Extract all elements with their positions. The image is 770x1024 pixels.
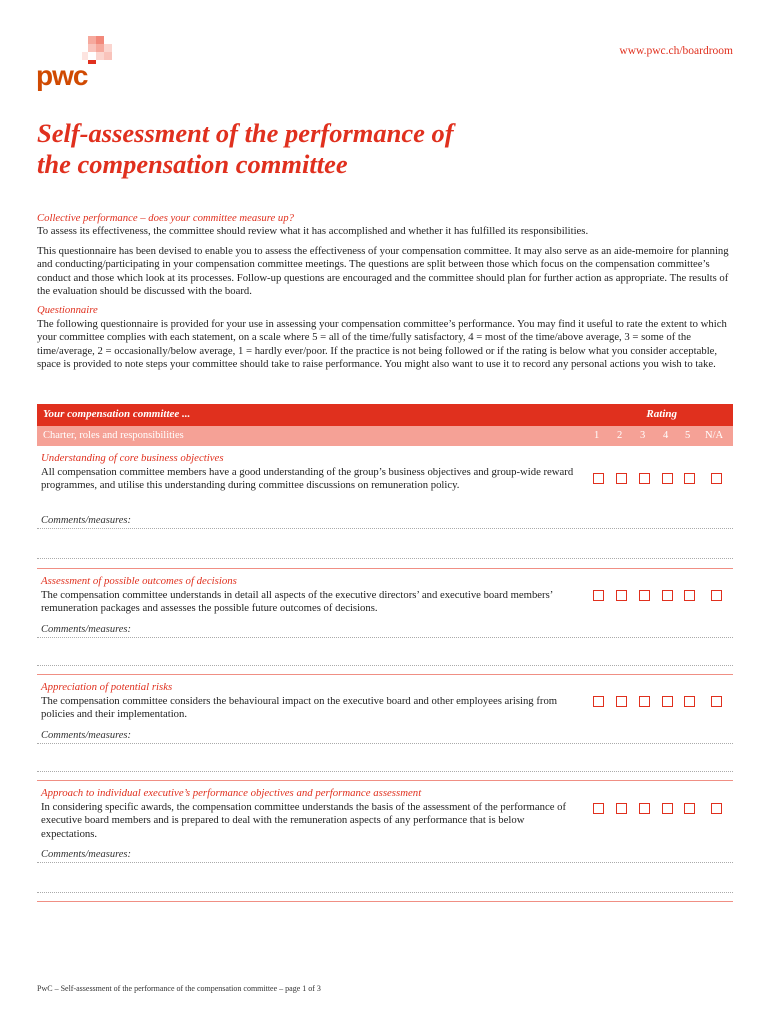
intro-paragraph-2: This questionnaire has been devised to enable you to assess the effectiveness of your compensation committee. It may also serve as an aide-memoire for planning and conducting/participating in your compensation committee meetings. The questions are split between those which focus on the compensation committee’s conduct and those which look at its processes. Follow-up questions are encouraged and the committee should plan for further action as appropriate. The results of the evaluation should be discussed with the board. bbox=[37, 244, 729, 298]
rating-label: 2 bbox=[617, 430, 623, 441]
question-section bbox=[37, 781, 733, 902]
table-header-rating: Rating bbox=[646, 408, 677, 420]
comments-label: Comments/measures: bbox=[41, 624, 132, 635]
rating-checkbox-1[interactable] bbox=[593, 473, 604, 484]
rating-checkbox-1[interactable] bbox=[593, 590, 604, 601]
comments-line[interactable] bbox=[37, 528, 733, 529]
logo-wordmark: pwc bbox=[36, 60, 88, 91]
question-section bbox=[37, 675, 733, 781]
rating-label: N/A bbox=[705, 430, 724, 441]
comments-line[interactable] bbox=[37, 665, 733, 666]
table-header-left: Your compensation committee ... bbox=[43, 408, 191, 420]
rating-checkbox-3[interactable] bbox=[639, 696, 650, 707]
rating-checkbox-5[interactable] bbox=[684, 590, 695, 601]
comments-line[interactable] bbox=[37, 558, 733, 559]
rating-checkbox-2[interactable] bbox=[616, 696, 627, 707]
comments-line[interactable] bbox=[37, 771, 733, 772]
question-section bbox=[37, 569, 733, 675]
rating-checkbox-5[interactable] bbox=[684, 803, 695, 814]
questionnaire-table bbox=[37, 404, 733, 902]
rating-checkbox-na[interactable] bbox=[711, 590, 722, 601]
intro-block bbox=[37, 212, 733, 371]
comments-label: Comments/measures: bbox=[41, 515, 132, 526]
comments-label: Comments/measures: bbox=[41, 849, 132, 860]
rating-checkbox-4[interactable] bbox=[662, 803, 673, 814]
table-subheader bbox=[37, 426, 733, 446]
rating-checkbox-na[interactable] bbox=[711, 803, 722, 814]
question-title: Understanding of core business objectives bbox=[41, 452, 224, 464]
page-title bbox=[37, 118, 657, 180]
subheader-label: Charter, roles and responsibilities bbox=[43, 430, 184, 441]
rating-checkbox-3[interactable] bbox=[639, 473, 650, 484]
rating-checkbox-4[interactable] bbox=[662, 590, 673, 601]
title-line-2: the compensation committee bbox=[37, 149, 348, 179]
question-title: Assessment of possible outcomes of decisions bbox=[41, 575, 237, 587]
rating-label: 5 bbox=[685, 430, 691, 441]
rating-label: 4 bbox=[663, 430, 669, 441]
rating-checkbox-1[interactable] bbox=[593, 696, 604, 707]
rating-checkbox-na[interactable] bbox=[711, 696, 722, 707]
question-title: Appreciation of potential risks bbox=[41, 681, 173, 693]
question-title: Approach to individual executive’s performance objectives and performance assessment bbox=[41, 787, 422, 799]
intro-subheading-questionnaire: Questionnaire bbox=[37, 304, 98, 317]
rating-checkbox-2[interactable] bbox=[616, 473, 627, 484]
pwc-logo bbox=[36, 30, 116, 90]
intro-paragraph-1: To assess its effectiveness, the committee should review what it has accomplished and whether it has fulfilled its responsibilities. bbox=[37, 225, 589, 238]
logo-blocks-icon bbox=[82, 34, 154, 66]
rating-checkbox-5[interactable] bbox=[684, 696, 695, 707]
rating-checkbox-2[interactable] bbox=[616, 590, 627, 601]
comments-label: Comments/measures: bbox=[41, 730, 132, 741]
table-header bbox=[37, 404, 733, 426]
header-url-link[interactable]: www.pwc.ch/boardroom bbox=[619, 45, 733, 57]
intro-paragraph-3: The following questionnaire is provided for your use in assessing your compensation committee’s performance. You may find it useful to rate the extent to which your committee complies with each statement, on a scale where 5 = all of the time/fully satisfactory, 4 = most of the time/above average, 3 = some of the time/average, 2 = occasionally/below average, 1 = hardly ever/poor. If the practice is not being followed or if the rating is below what you consider acceptable, space is provided to note steps your committee should take to raise performance. You might also want to use it to record any personal actions you wish to take. bbox=[37, 317, 727, 371]
question-body: In considering specific awards, the compensation committee understands the basis of the assessment of the performance of executive board members and is prepared to deal with the remuneration aspects of any performance that is below expectations. bbox=[41, 801, 567, 840]
rating-label: 3 bbox=[640, 430, 646, 441]
rating-checkbox-3[interactable] bbox=[639, 803, 650, 814]
comments-line[interactable] bbox=[37, 637, 733, 638]
comments-line[interactable] bbox=[37, 743, 733, 744]
comments-line[interactable] bbox=[37, 862, 733, 863]
title-line-1: Self-assessment of the performance of bbox=[37, 118, 454, 148]
rating-checkbox-4[interactable] bbox=[662, 473, 673, 484]
rating-checkbox-na[interactable] bbox=[711, 473, 722, 484]
page-footer: PwC – Self-assessment of the performance of the compensation committee – page 1 of 3 bbox=[37, 984, 321, 993]
question-body: The compensation committee considers the behavioural impact on the executive board and other employees arising from policies and their implementation. bbox=[41, 695, 558, 721]
rating-label: 1 bbox=[594, 430, 600, 441]
rating-checkbox-1[interactable] bbox=[593, 803, 604, 814]
rating-checkbox-5[interactable] bbox=[684, 473, 695, 484]
comments-line[interactable] bbox=[37, 892, 733, 893]
rating-checkbox-3[interactable] bbox=[639, 590, 650, 601]
intro-subheading-collective: Collective performance – does your committee measure up? bbox=[37, 212, 294, 224]
question-body: All compensation committee members have a good understanding of the group’s business objectives and group-wide reward programmes, and utilise this understanding during committee discussions on remuneration policy. bbox=[41, 466, 574, 492]
rating-checkbox-2[interactable] bbox=[616, 803, 627, 814]
question-section bbox=[37, 446, 733, 569]
rating-checkbox-4[interactable] bbox=[662, 696, 673, 707]
question-body: The compensation committee understands in detail all aspects of the executive directors’ and executive board members’ remuneration packages and assesses the possible future outcomes of decisions. bbox=[41, 589, 553, 615]
